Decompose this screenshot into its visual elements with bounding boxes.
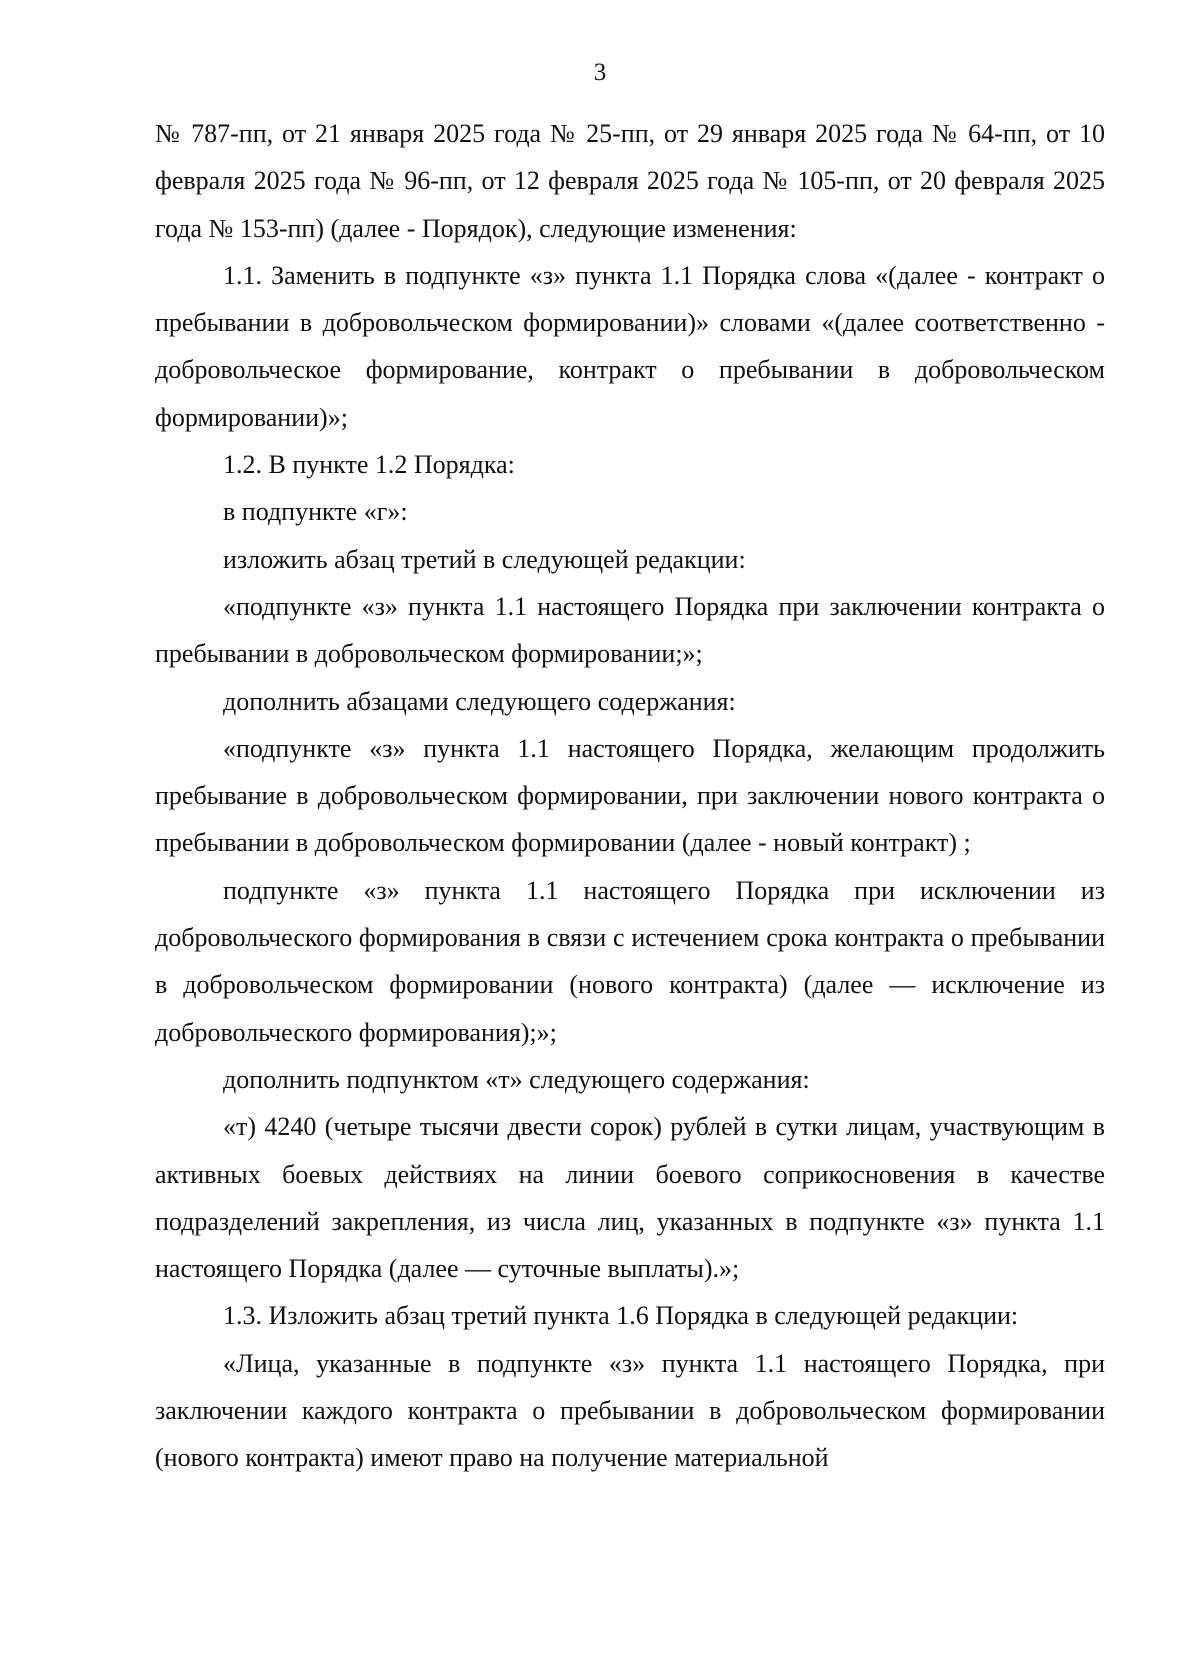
- paragraph: дополнить подпунктом «т» следующего содержания:: [223, 1064, 810, 1094]
- paragraph: «Лица, указанные в подпункте «з» пункта 1.1 настоящего Порядка, при заключении каждого контракта о пребывании в добровольческом формировании (нового контракта) имеют право на получение материальной: [155, 1348, 1105, 1473]
- paragraph: «подпункте «з» пункта 1.1 настоящего Порядка при заключении контракта о пребывании в добровольческом формировании;»;: [155, 591, 1105, 669]
- page-number: 3: [593, 59, 607, 86]
- paragraph: 1.1. Заменить в подпункте «з» пункта 1.1 Порядка слова «(далее - контракт о пребывании в добровольческом формировании)» словами «(далее соответственно - добровольческое формирование, контракт о пребывании в добровольческом формировании)»;: [155, 260, 1105, 432]
- paragraph: в подпункте «г»:: [223, 497, 408, 527]
- paragraph: 1.2. В пункте 1.2 Порядка:: [223, 450, 515, 480]
- paragraph: изложить абзац третий в следующей редакции:: [223, 544, 746, 574]
- paragraph: № 787-пп, от 21 января 2025 года № 25-пп, от 29 января 2025 года № 64-пп, от 10 февраля 2025 года № 96-пп, от 12 февраля 2025 года № 105-пп, от 20 февраля 2025 года № 153-пп) (далее - Порядок), следующие изменения:: [155, 119, 1105, 243]
- paragraph: дополнить абзацами следующего содержания:: [223, 686, 736, 716]
- paragraph: подпункте «з» пункта 1.1 настоящего Порядка при исключении из добровольческого формирования в связи с истечением срока контракта о пребывании в добровольческом формировании (нового контракта) (далее — исключение из добровольческого формирования);»;: [155, 875, 1105, 1047]
- paragraph: «т) 4240 (четыре тысячи двести сорок) рублей в сутки лицам, участвующим в активных боевых действиях на линии боевого соприкосновения в качестве подразделений закрепления, из числа лиц, указанных в подпункте «з» пункта 1.1 настоящего Порядка (далее — суточные выплаты).»;: [155, 1112, 1105, 1284]
- document-body: [155, 110, 1105, 1482]
- paragraph: 1.3. Изложить абзац третий пункта 1.6 Порядка в следующей редакции:: [223, 1301, 1019, 1331]
- paragraph: «подпункте «з» пункта 1.1 настоящего Порядка, желающим продолжить пребывание в добровольческом формировании, при заключении нового контракта о пребывании в добровольческом формировании (далее - новый контракт) ;: [155, 733, 1105, 858]
